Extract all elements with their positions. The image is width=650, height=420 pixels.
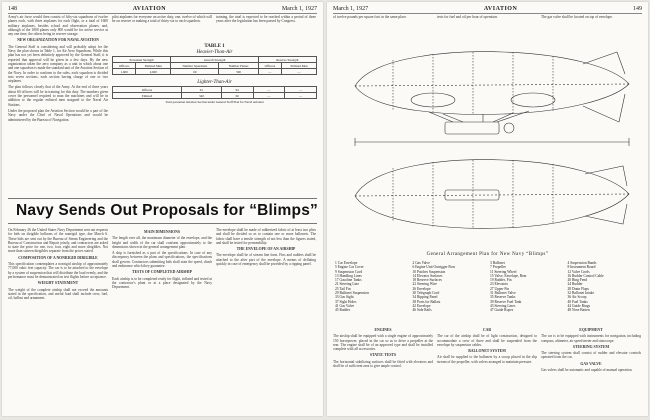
legend-item: 5 Engine Car Cover xyxy=(335,265,364,270)
car xyxy=(445,122,499,134)
diagram-caption: General Arrangement Plan for New Navy “Blimps” xyxy=(426,252,549,257)
envelope-centerline xyxy=(355,84,629,86)
table2-cell: Enlisted xyxy=(113,93,182,99)
legend-item: 15 Valve, Envelope, Rear xyxy=(490,273,527,278)
headline-rule-top xyxy=(8,198,317,199)
legend-item: 46 Side Rails xyxy=(412,308,432,313)
legend-item: 19 Rudder, Fin xyxy=(490,278,512,283)
legend-item: 45 Rudder xyxy=(335,308,351,313)
legend-item: 24 Rudder xyxy=(567,282,583,287)
left-column-3-top: training, the total is expected to be reached within a period of three years after the legislation has been passed by Congress. xyxy=(216,15,316,24)
article-subhead: TESTS OF COMPLETED AIRSHIP xyxy=(132,270,192,275)
legend-item: 42 Envelope xyxy=(412,303,431,308)
table1-cell: 1,600 xyxy=(113,69,136,75)
dimension-line xyxy=(355,138,629,146)
article-column-2: MAIN DIMENSIONS The length over all, the maximum diameter of the envelope, and the height and width of the car shall conform approximately to the dimensions shown in the general arrangement plan. A ship is furnished as a part of the specifications. In case of any discrepancy between the plans and specifications, the specifications shall govern. Contractors submitting bids shall state the speed, climb and endurance which they guarantee. TESTS OF COMPLETED AIRSHIP Each airship is to be completed ready for flight, inflated and tested at the contractor's plant or at a place designated by the Navy Department. xyxy=(112,230,212,290)
legend-item: 7 Propeller xyxy=(490,265,506,270)
legend-item: 9 Suspension Cord xyxy=(335,269,363,274)
legend-item: 14 Elevator Surfaces xyxy=(412,273,443,278)
article-headline: Navy Sends Out Proposals for “Blimps” xyxy=(16,202,318,219)
table-heavier-than-air xyxy=(112,42,317,104)
article-column-1: On February 26 the United States Navy Department sent out requests for bids on dirigible balloons of the nonrigid type, due March 6. These bids are sent out by the Bureau of Steam Engineering and the Bureau of Construction and Repair jointly, and contractors are asked to state the price for one, two, four, eight and more dirigibles. Not more than sixteen dirigibles separate from the prices stated. COMPOSITION OF A NONRIGID DIRIGIBLE This specification contemplates a nonrigid airship of approximately 77,000 cubic feet capacity. The car is to be attached to the envelope by a system of suspension that will distribute the load evenly, and the performance must be demonstrated on test flights before acceptance. WEIGHT STATEMENT The weight of the complete airship shall not exceed the amounts stated in the specification, and useful load shall include crew, fuel, oil, ballast and armament. xyxy=(8,228,108,301)
article-subhead: COMPOSITION OF A NONRIGID DIRIGIBLE xyxy=(18,255,98,260)
upper-fin xyxy=(583,52,625,74)
table1-header: Officers xyxy=(258,63,281,69)
table1-title: TABLE 1 xyxy=(204,44,225,49)
table2-cell: — xyxy=(285,87,317,93)
right-subhead: CAR xyxy=(482,328,492,332)
left-column-2-top: pilot airplanes for everyone on active duty, one, twelve of which will be on reserve or making a total of thirty-six to each squadron. xyxy=(112,15,212,24)
legend-item: 6 Engine Unit Outrigger Bow xyxy=(412,265,456,270)
legend-item: 12 Valve Cords xyxy=(567,269,590,274)
left-column-1: Army's air force would then consist of fifty-six squadrons of twelve planes each, with three airplanes for each flight, or a total of 1600 military airplanes, besides school and observation planes; and, although of the 1800 planes only 800 would be for active service at any one time, the others being in reserve storage. NEW ORGANIZATION FOR NAVAL AVIATION The General Staff is considering and will probably adopt for the Navy the plan shown in Table 1, for Air Aero Squadrons. While this plan has not yet been definitely approved by the General Staff, it is reported that approval will be given in a few days. By the new organization taken the aero company as a unit in which about one and one squadron is made the standard unit of the Aviation Section of the Navy. In order to conform to the rules, each squadron is divided into seven sections, each section having charge of one or two airplanes. The plan follows closely that of the Army. At the end of three years about 60 officers will be in training for this duty. The numbers given cover the personnel required to man the machines and will be in addition to the regular enlisted men assigned to the Naval Air Stations. Under the proposed plan the Aviation Section would be a part of the Navy under the Chief of Naval Operations and would be administered by the Bureau of Navigation. xyxy=(8,15,108,122)
legend-item: 40 Fuel Tanks xyxy=(567,299,588,304)
legend-item: 32 Ballonet Intake xyxy=(567,291,595,296)
table1-group: Personnel Strength xyxy=(113,57,171,63)
table2-cell: — xyxy=(253,87,285,93)
legend-item: 35 Reserve Tanks xyxy=(490,295,516,300)
legend-item: 47 Guide Ropes xyxy=(490,308,514,313)
table2-cell: 94 xyxy=(221,87,253,93)
right-column-3: EQUIPMENT The car is to be equipped with instruments for navigation, including compass, altimeter, air speed meter and statoscope. STEERING SYSTEM The steering system shall consist of rudder and elevator controls operated from the car. GAS VALVE Gas valves shall be automatic and capable of manual operation. xyxy=(541,328,641,373)
table1-header: Enlisted Men xyxy=(136,63,171,69)
table2-note: Total personnel Aviation Section under General Staff Plan for Naval Aviation xyxy=(165,100,264,104)
legend-item: 27 Upper Fin xyxy=(490,286,510,291)
legend-item: 18 Reserve Surfaces xyxy=(412,278,442,283)
table1-cell: 2,600 xyxy=(136,69,171,75)
table1-cell: 590 xyxy=(219,69,258,75)
legend-item: 11 Steering Wheel xyxy=(490,269,517,274)
right-column-1-top: of twelve pounds per square foot in the same place. xyxy=(333,15,407,19)
legend-item: 38 Ports for Ballast xyxy=(412,299,441,304)
general-arrangement-diagram xyxy=(333,26,642,250)
legend-item: 20 Ring Fend xyxy=(567,278,588,283)
legend-item: 28 Drain Flaps xyxy=(567,286,589,291)
envelope-side-outline xyxy=(355,52,629,115)
right-subhead: ENGINES xyxy=(374,328,392,332)
legend-item: 34 Ripping Panel xyxy=(412,295,438,300)
legend-item: 23 Elevators xyxy=(490,282,509,287)
right-column-2: CAR The car of the airship shall be of light construction, designed to accommodate a crew of three and shall be suspended from the envelope by suspension cables. BALLONET SYSTEM Air shall be supplied to the ballonets by a scoop placed in the slip stream of the propeller, with valves arranged to maintain pressure. xyxy=(437,328,537,364)
article-column-3: The envelope shall be made of rubberized fabric of at least two plies and shall be divided so as to contain one or more ballonets. The fabric shall have a tensile strength of not less than the figures stated, and shall be tested for permeability. THE ENVELOPE OF AN AIRSHIP The envelope shall be of stream line form. Fins and rudders shall be attached to the after part of the envelope. A means of deflating quickly in case of emergency shall be provided by a ripping panel. xyxy=(216,228,316,267)
legend-item: 4 Suspension Bands xyxy=(567,261,597,265)
left-page xyxy=(2,2,323,416)
right-subhead: BALLONET SYSTEM xyxy=(468,349,506,354)
table2-cell: 61 xyxy=(181,87,221,93)
table1-cell: — xyxy=(258,69,281,75)
table2-subtitle: Lighter-Than-Air xyxy=(197,80,232,85)
right-page-number: 149 xyxy=(633,6,642,12)
legend-item: 21 Steering Line xyxy=(335,282,359,287)
legend-item: 8 Instrument Board xyxy=(567,265,596,270)
legend-item: 26 Envelope xyxy=(412,286,431,291)
right-running-head xyxy=(333,6,642,14)
legend-item: 13 Handling Lines xyxy=(335,273,362,278)
article-subhead: MAIN DIMENSIONS xyxy=(144,230,180,234)
article-subhead: THE ENVELOPE OF AN AIRSHIP xyxy=(236,247,296,252)
table2-cell: 340 xyxy=(181,93,221,99)
right-column-1: ENGINES The airship shall be equipped with a single engine of approximately 150 horsepower, placed in the car so as to drive a propeller at the rear. The engine shall be of an approved type and shall be installed complete with all accessories. STATIC TESTS The horizontal stabilizing surfaces shall be fitted with elevators and shall be of sufficient area to give ample control. xyxy=(333,328,433,369)
table1-cell: — xyxy=(282,69,317,75)
table1-header: Number Squadrons xyxy=(171,63,219,69)
legend-item: 1 Car Envelope xyxy=(335,261,358,265)
legend-item: 43 Steering Lines xyxy=(490,303,516,308)
legend-item: 3 Ballonet xyxy=(490,261,505,265)
legend-item: 10 Patches Suspension xyxy=(412,269,446,274)
table2-cell: — xyxy=(253,93,285,99)
right-page xyxy=(327,2,648,416)
left-page-number: 148 xyxy=(8,6,17,12)
table2-cell: Officers xyxy=(113,87,182,93)
article-subhead: WEIGHT STATEMENT xyxy=(37,281,79,286)
table1-group: Aircraft Strength xyxy=(171,57,258,63)
left-magazine-title: AVIATION xyxy=(132,6,167,12)
legend-item: 22 Steering Wire xyxy=(412,282,437,287)
suspension-lines xyxy=(429,111,529,122)
right-subhead: STATIC TESTS xyxy=(369,353,397,358)
legend-item: 17 Gasoline Tanks xyxy=(335,278,362,283)
diagram-legend xyxy=(335,261,641,313)
table2-cell: — xyxy=(285,93,317,99)
right-subhead: STEERING SYSTEM xyxy=(572,344,610,349)
legend-item: 44 Guide Rings xyxy=(567,303,591,308)
plan-fins xyxy=(585,166,627,224)
legend-item: 29 Ballonet Suspension xyxy=(335,291,369,296)
table1-header: Officers xyxy=(113,63,136,69)
legend-item: 16 Rudder Control Cable xyxy=(567,273,604,278)
legend-item: 41 Gas Valve xyxy=(335,303,355,308)
legend-item: 48 Nose Batten xyxy=(567,308,590,313)
legend-item: 30 Telegraph Cord xyxy=(412,291,440,296)
legend-item: 33 Gas Sight xyxy=(335,295,354,300)
right-date: March 1, 1927 xyxy=(333,6,369,12)
left-subhead-1: NEW ORGANIZATION FOR NAVAL AVIATION xyxy=(17,38,99,43)
propeller xyxy=(504,123,514,133)
legend-item: 37 Sight Holes xyxy=(335,299,357,304)
left-date: March 1, 1927 xyxy=(281,6,317,12)
right-subhead: EQUIPMENT xyxy=(579,328,603,332)
right-magazine-title: AVIATION xyxy=(483,6,518,12)
right-subhead: GAS VALVE xyxy=(580,361,602,366)
legend-item: 2 Gas Valve xyxy=(412,261,430,265)
table1-group: Reserve Strength xyxy=(258,57,316,63)
table1-cell: 69 xyxy=(171,69,219,75)
left-running-head xyxy=(8,6,317,14)
table1-header: Enlisted Men xyxy=(282,63,317,69)
plan-sections xyxy=(393,160,553,229)
legend-item: 39 Reserve Fuel Tank xyxy=(490,299,522,304)
table1-subtitle: Heavier-Than-Air xyxy=(196,50,233,55)
envelope-sections xyxy=(393,52,553,115)
ballonet-aft xyxy=(511,93,555,107)
plan-centerline xyxy=(355,194,629,196)
headline-rule-bottom xyxy=(8,223,317,224)
right-column-3-top: The gas valve shall be located on top of envelope. xyxy=(541,15,613,19)
table1-header: Number Planes xyxy=(219,63,258,69)
legend-item: 25 Tail Fin xyxy=(335,286,351,291)
right-column-2-top: tests for fuel and oil per hour of operation. xyxy=(437,15,498,19)
legend-item: 31 Ballonet Valve xyxy=(490,291,516,296)
legend-item: 36 Air Scoop xyxy=(567,295,587,300)
table2-cell: 60 xyxy=(221,93,253,99)
